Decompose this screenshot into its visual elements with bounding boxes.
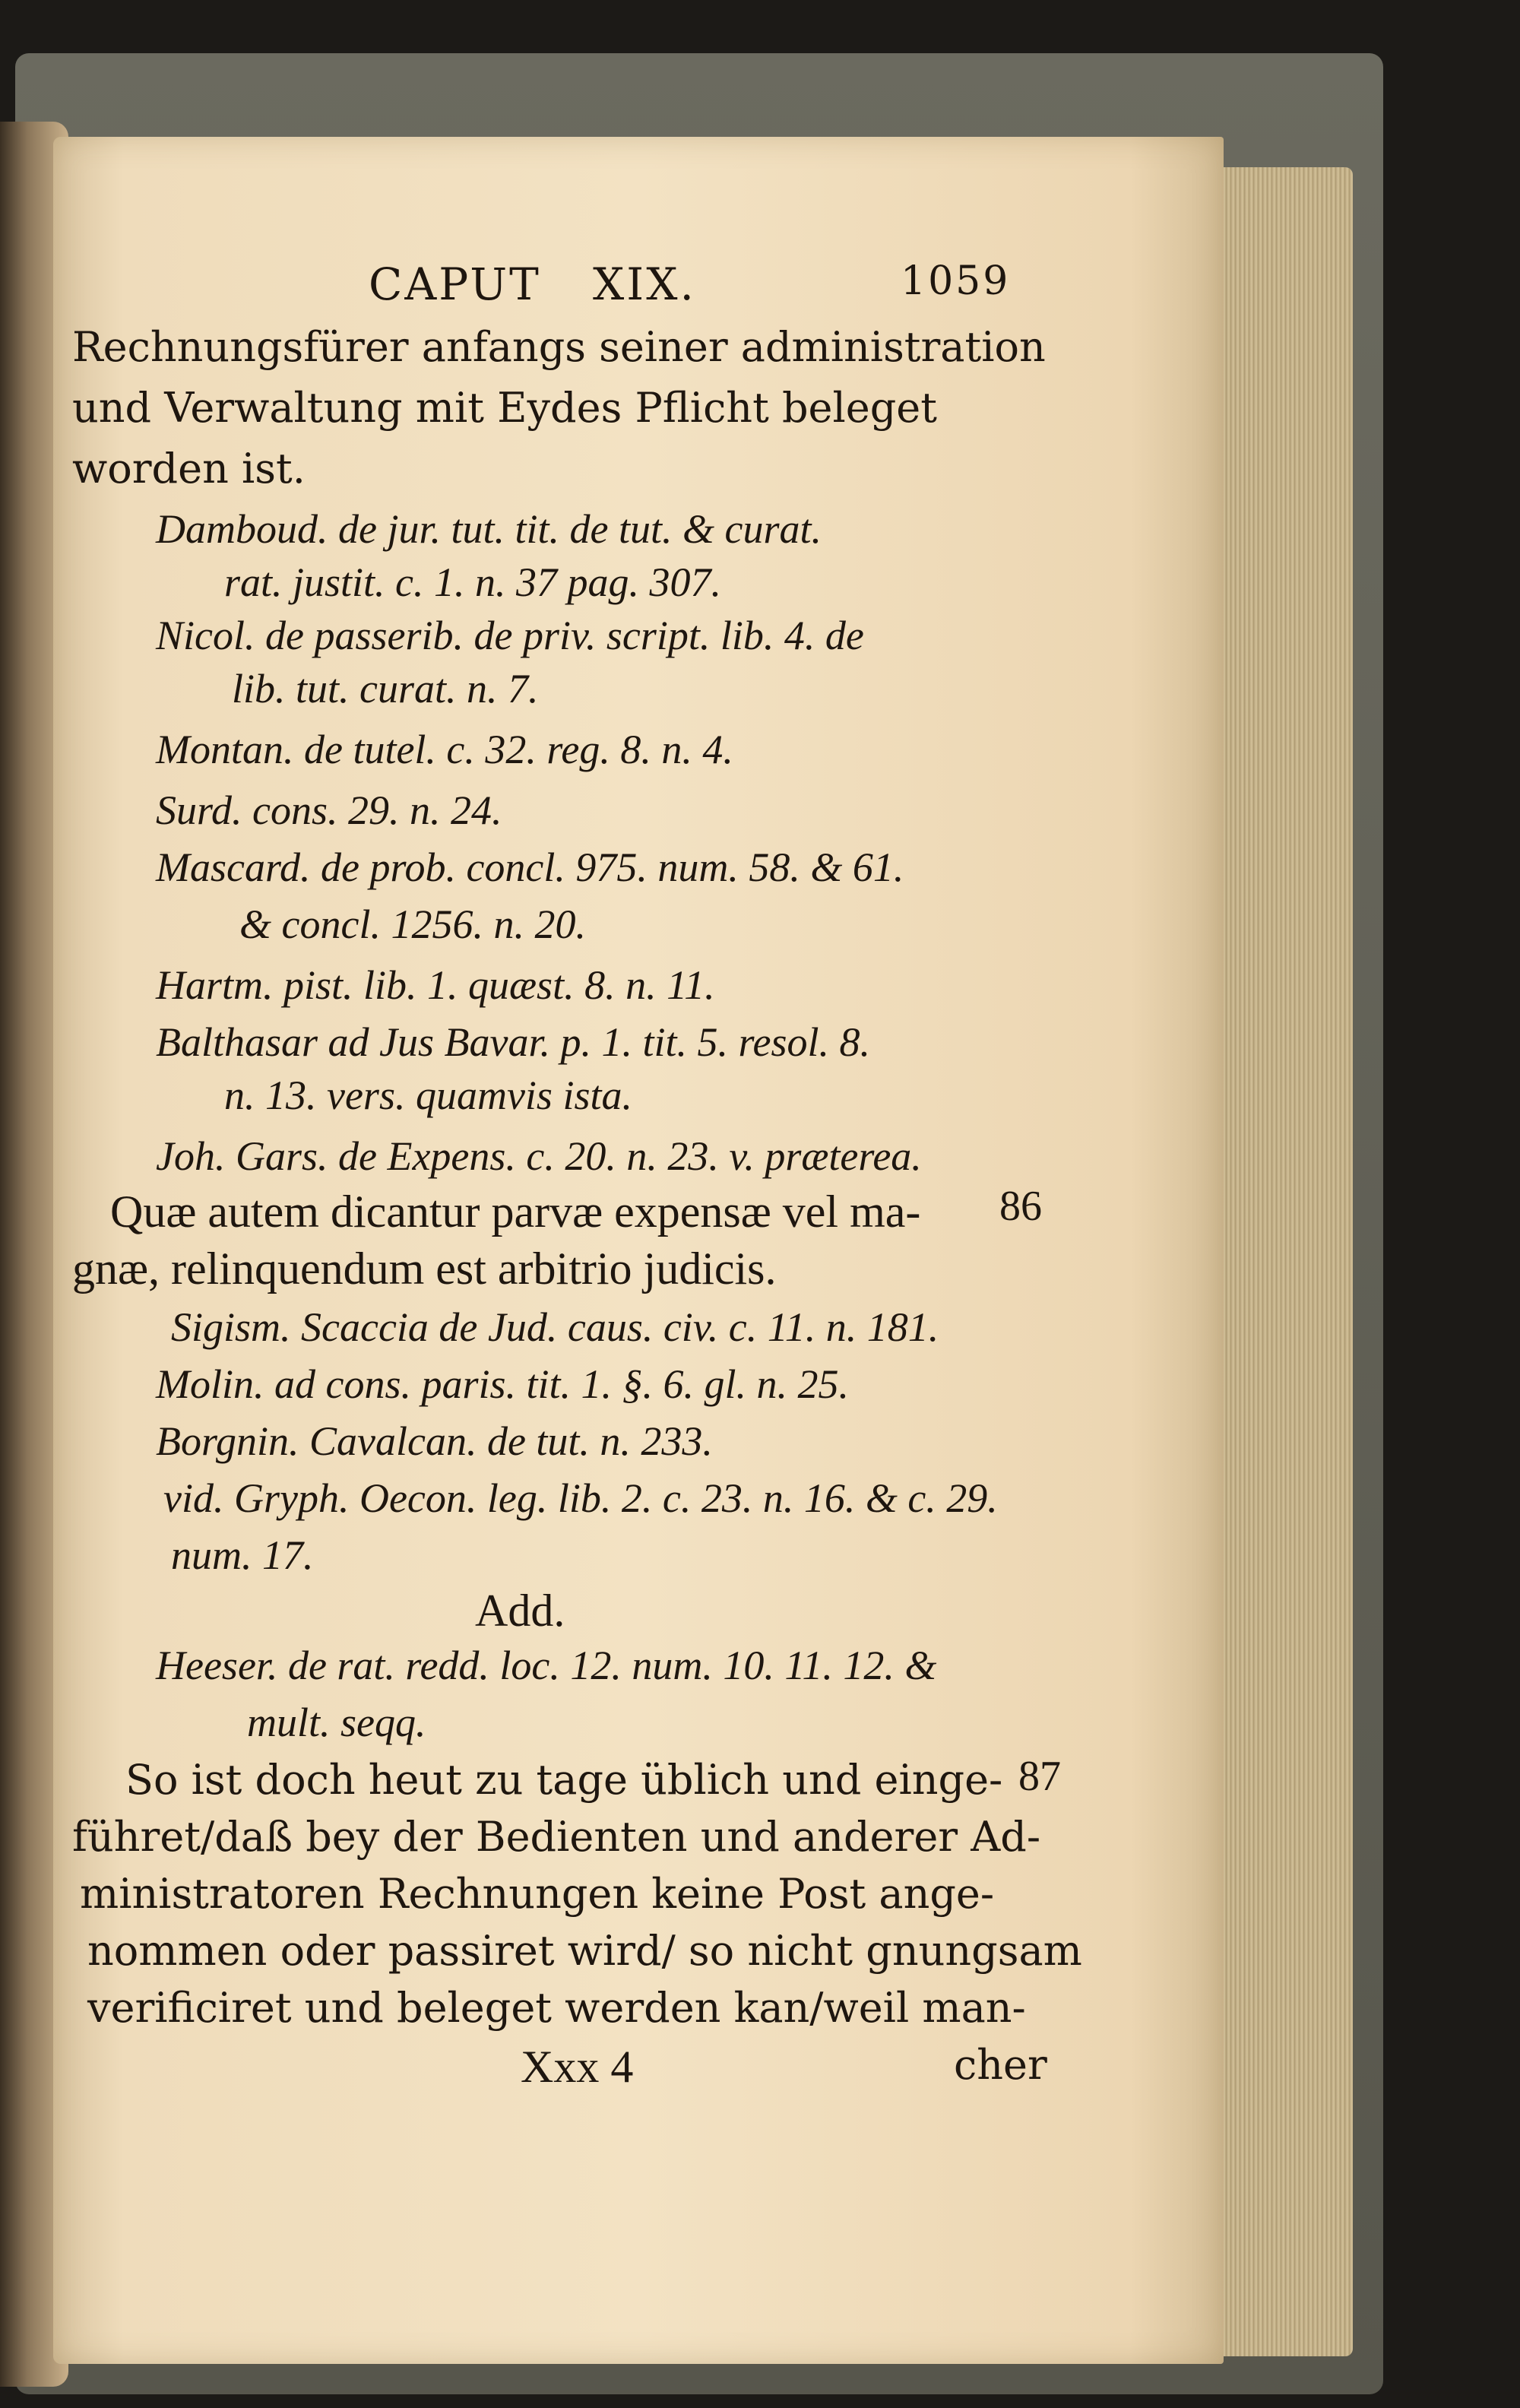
citation-line: Joh. Gars. de Expens. c. 20. n. 23. v. præterea.	[156, 1133, 922, 1179]
citation-line: Damboud. de jur. tut. tit. de tut. & curat.	[156, 506, 822, 552]
citation-line: Surd. cons. 29. n. 24.	[156, 787, 502, 833]
citation-line: Borgnin. Cavalcan. de tut. n. 233.	[156, 1418, 713, 1464]
citation-line: Sigism. Scaccia de Jud. caus. civ. c. 11. n. 181.	[171, 1304, 939, 1350]
page-number: 1059	[901, 258, 1011, 304]
text-line: Rechnungsfürer anfangs seiner administration	[72, 323, 1046, 371]
citation-line: n. 13. vers. quamvis ista.	[224, 1073, 632, 1118]
citation-line: mult. seqq.	[247, 1700, 426, 1745]
text-line: So ist doch heut zu tage üblich und einge-	[125, 1756, 1003, 1804]
text-line: nommen oder passiret wird/ so nicht gnungsam	[87, 1927, 1082, 1975]
citation-line: Hartm. pist. lib. 1. quæst. 8. n. 11.	[156, 962, 715, 1008]
running-head-title: CAPUT	[369, 258, 541, 310]
citation-line: Mascard. de prob. concl. 975. num. 58. & 61.	[156, 844, 904, 890]
text-line: Quæ autem dicantur parvæ expensæ vel ma-	[110, 1187, 921, 1237]
margin-note-number: 86	[999, 1183, 1042, 1230]
citation-line: vid. Gryph. Oecon. leg. lib. 2. c. 23. n. 16. & c. 29.	[163, 1475, 998, 1521]
text-line: gnæ, relinquendum est arbitrio judicis.	[72, 1244, 777, 1294]
citation-line: Heeser. de rat. redd. loc. 12. num. 10. 11. 12. &	[156, 1643, 937, 1688]
citation-line: Balthasar ad Jus Bavar. p. 1. tit. 5. resol. 8.	[156, 1019, 870, 1065]
citation-line: num. 17.	[171, 1532, 314, 1578]
citation-line: Nicol. de passerib. de priv. script. lib. 4. de	[156, 613, 864, 658]
citation-line: Molin. ad cons. paris. tit. 1. §. 6. gl. n. 25.	[156, 1361, 850, 1407]
page-fore-edge	[1208, 167, 1353, 2356]
text-line: führet/daß bey der Bedienten und anderer Ad-	[72, 1813, 1041, 1861]
catchword: cher	[954, 2041, 1047, 2089]
running-head-chapter: XIX.	[593, 258, 696, 310]
text-line: ministratoren Rechnungen keine Post ange-	[80, 1870, 995, 1918]
citation-line: & concl. 1256. n. 20.	[239, 901, 586, 947]
citation-line: rat. justit. c. 1. n. 37 pag. 307.	[224, 559, 722, 605]
addendum-heading: Add.	[475, 1586, 565, 1636]
text-line: und Verwaltung mit Eydes Pflicht beleget	[72, 384, 937, 432]
citation-line: lib. tut. curat. n. 7.	[232, 666, 539, 711]
margin-note-number: 87	[1018, 1753, 1061, 1800]
signature-mark: Xxx 4	[521, 2042, 634, 2092]
text-line: worden ist.	[72, 445, 306, 493]
text-line: verificiret und beleget werden kan/weil man-	[87, 1984, 1026, 2032]
citation-line: Montan. de tutel. c. 32. reg. 8. n. 4.	[156, 727, 733, 772]
